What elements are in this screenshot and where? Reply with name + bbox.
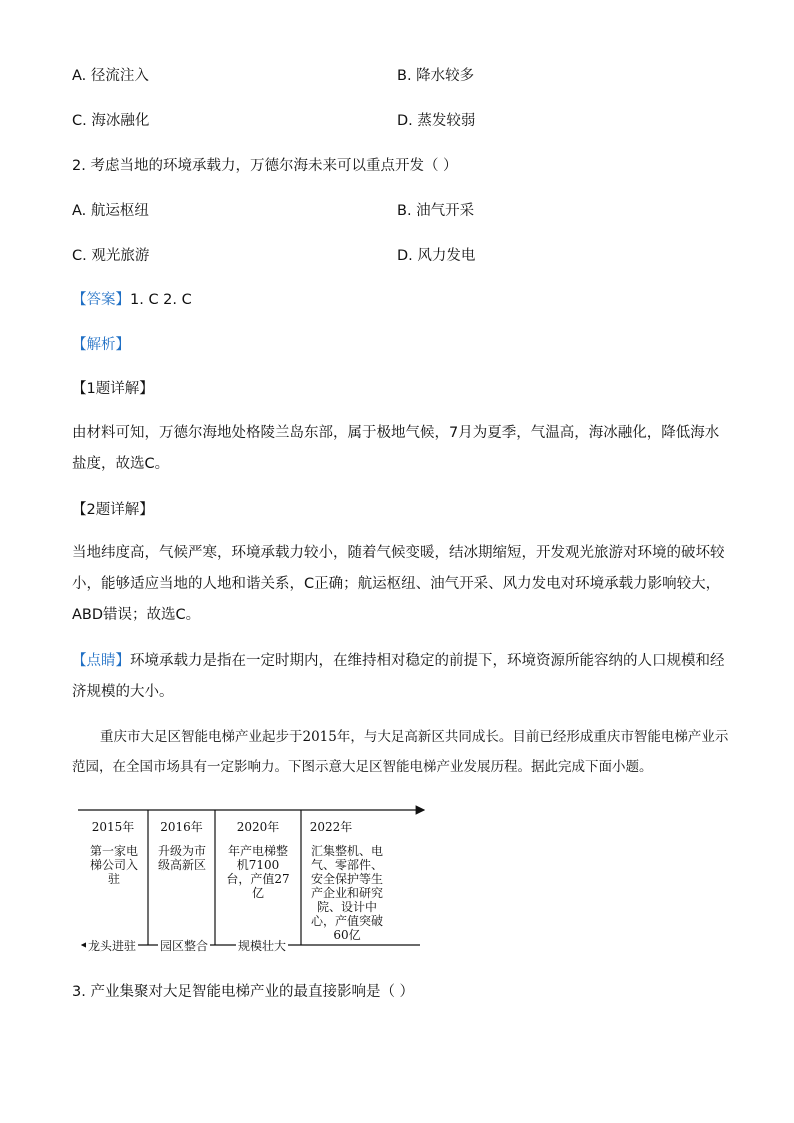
detail-1-text: 由材料可知，万德尔海地处格陵兰岛东部，属于极地气候，7月为夏季，气温高，海冰融化，降低海水盐度，故选C。 <box>72 425 720 472</box>
event-2015: 第一家电梯公司入驻 <box>89 844 138 886</box>
option-q1-a: A. 径流注入 <box>72 68 149 84</box>
option-q2-b: B. 油气开采 <box>397 203 475 219</box>
year-2020: 2020年 <box>236 820 280 834</box>
option-q2-a: A. 航运枢纽 <box>72 203 149 219</box>
event-2020: 年产电梯整机7100台，产值27亿 <box>226 844 290 900</box>
option-q2-d: D. 风力发电 <box>397 248 476 264</box>
event-2022: 汇集整机、电气、零部件、安全保护等生产企业和研究院、设计中心，产值突破60亿 <box>310 844 383 942</box>
question-2-stem: 2. 考虑当地的环境承载力，万德尔海未来可以重点开发（ ） <box>72 158 458 174</box>
answer-line <box>72 290 192 310</box>
analysis-tag: 【解析】 <box>72 337 130 353</box>
detail-1-heading: 【1题详解】 <box>72 381 154 397</box>
timeline-diagram <box>78 800 428 960</box>
detail-2-text: 当地纬度高，气候严寒，环境承载力较小，随着气候变暖，结冰期缩短，开发观光旅游对环境的破坏较小，能够适应当地的人地和谐关系，C正确；航运枢纽、油气开采、风力发电对环境承载力影响较大，ABD错误；故选C。 <box>72 545 725 623</box>
year-2022: 2022年 <box>309 820 353 834</box>
option-q1-b: B. 降水较多 <box>397 68 475 84</box>
stage-label-1: 龙头进驻 <box>88 939 137 953</box>
question-3-stem: 3. 产业集聚对大足智能电梯产业的最直接影响是（ ） <box>72 984 415 1000</box>
answer-text: 1. C 2. C <box>130 292 192 308</box>
option-q1-d: D. 蒸发较弱 <box>397 113 476 129</box>
stage-label-3: 规模壮大 <box>238 939 287 953</box>
material-intro: 重庆市大足区智能电梯产业起步于2015年，与大足高新区共同成长。目前已经形成重庆市智能电梯产业示范园，在全国市场具有一定影响力。下图示意大足区智能电梯产业发展历程。据此完成下面小题。 <box>72 729 729 775</box>
tip-text: 环境承载力是指在一定时期内，在维持相对稳定的前提下，环境资源所能容纳的人口规模和经济规模的大小。 <box>72 653 725 700</box>
year-2015: 2015年 <box>91 820 135 834</box>
stage-label-2: 园区整合 <box>160 939 209 953</box>
tip-paragraph <box>72 646 732 708</box>
answer-tag: 【答案】 <box>72 292 130 308</box>
year-2016: 2016年 <box>160 820 203 834</box>
tip-tag: 【点睛】 <box>72 653 130 669</box>
option-q1-c: C. 海冰融化 <box>72 113 150 129</box>
event-2016: 升级为市级高新区 <box>157 844 206 872</box>
detail-2-heading: 【2题详解】 <box>72 502 154 518</box>
option-q2-c: C. 观光旅游 <box>72 248 150 264</box>
